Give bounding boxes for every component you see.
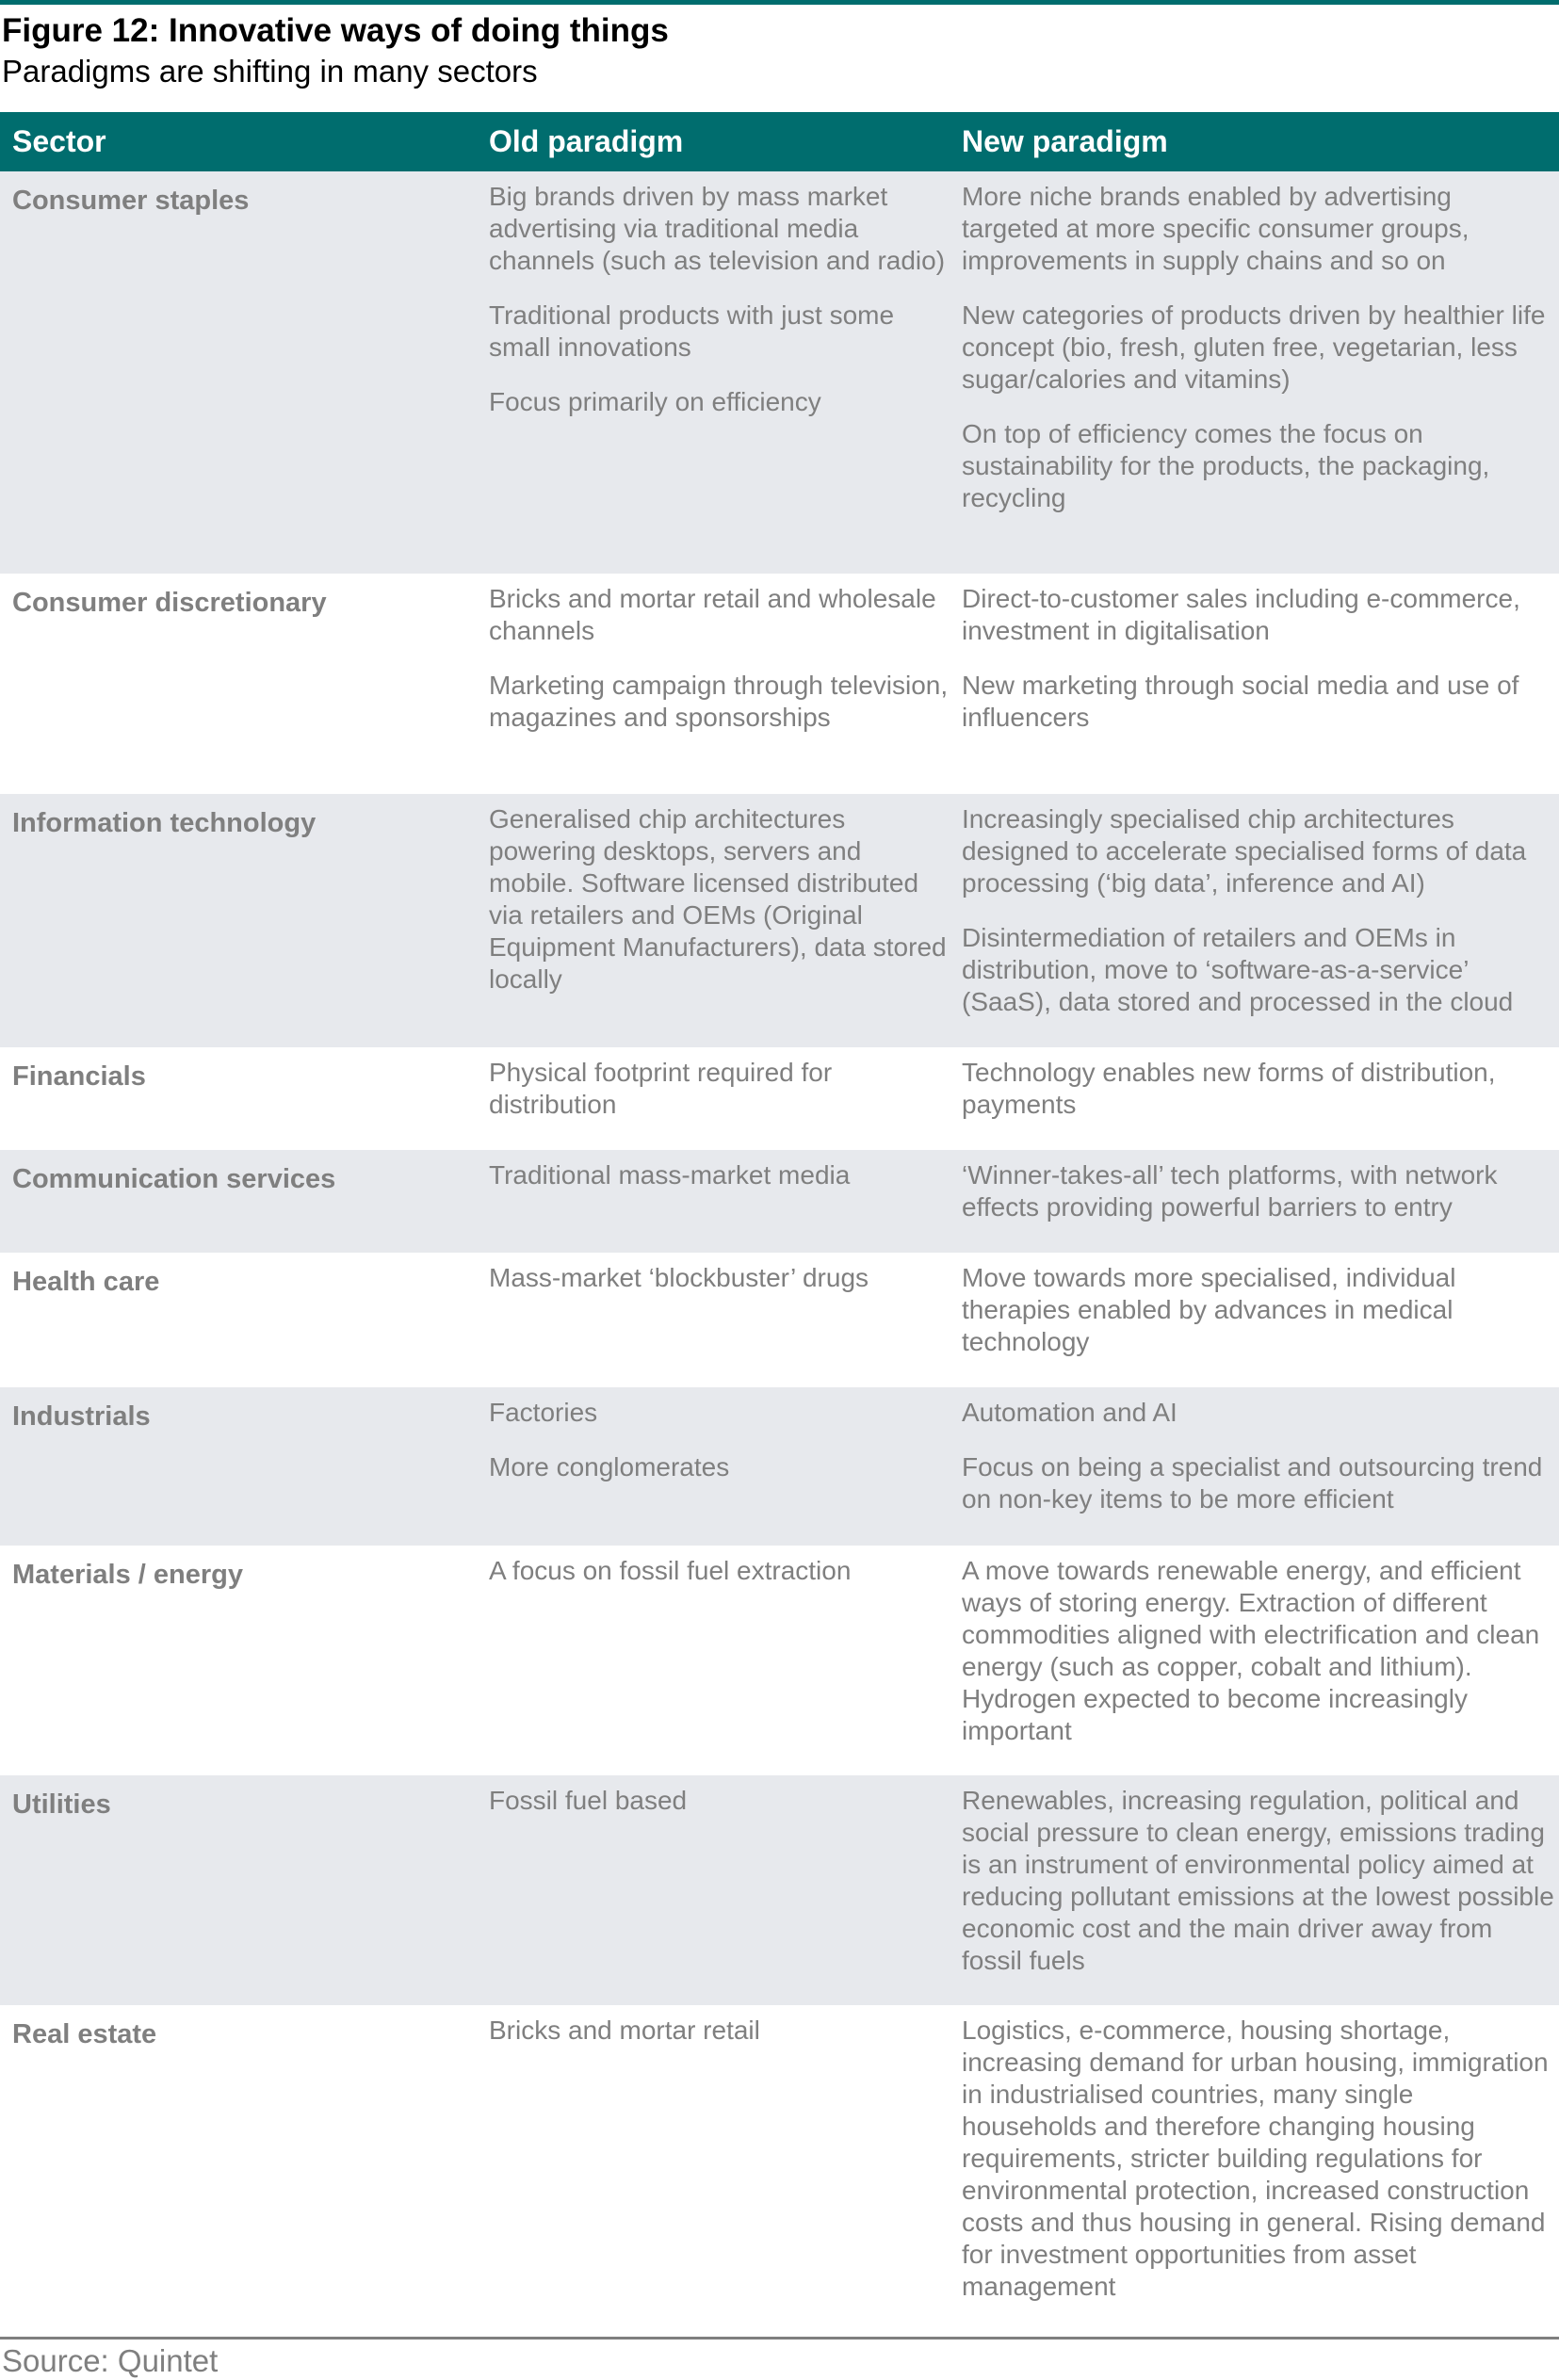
table-row [0, 171, 1559, 574]
new-paradigm-item: ‘Winner-takes-all’ tech platforms, with network effects providing powerful barriers to entry [962, 1160, 1498, 1222]
new-paradigm-item: A move towards renewable energy, and efficient ways of storing energy. Extraction of different commodities aligned with electrification and clean energy (such as copper, cobalt and lithium). Hydrogen expected to become increasingly important [962, 1556, 1540, 1745]
table-row [0, 1387, 1559, 1546]
new-paradigm-item: New categories of products driven by healthier life concept (bio, fresh, gluten free, vegetarian, less sugar/calories and vitamins) [962, 300, 1546, 394]
old-paradigm-item: A focus on fossil fuel extraction [489, 1556, 852, 1585]
old-paradigm-item: Marketing campaign through television, magazines and sponsorships [489, 671, 949, 732]
old-paradigm-item: Factories [489, 1398, 598, 1427]
source-note: Source: Quintet [2, 2343, 219, 2378]
old-paradigm-cell [489, 1555, 950, 1587]
table-row [0, 794, 1559, 1047]
old-paradigm-cell [489, 803, 950, 996]
new-paradigm-cell [962, 1785, 1555, 1977]
paradigm-table [0, 112, 1559, 2301]
new-paradigm-cell [962, 1262, 1555, 1358]
sector-cell: Consumer discretionary [12, 588, 327, 618]
old-paradigm-cell [489, 1262, 950, 1294]
new-paradigm-item: More niche brands enabled by advertising targeted at more specific consumer groups, improvements in supply chains and so on [962, 182, 1470, 275]
old-paradigm-item: More conglomerates [489, 1452, 730, 1481]
old-paradigm-cell [489, 1159, 950, 1191]
new-paradigm-item: New marketing through social media and use of influencers [962, 671, 1519, 732]
sector-cell: Information technology [12, 808, 317, 838]
new-paradigm-cell [962, 583, 1555, 734]
old-paradigm-item: Focus primarily on efficiency [489, 387, 821, 416]
new-paradigm-item: On top of efficiency comes the focus on sustainability for the products, the packaging, recycling [962, 419, 1490, 512]
new-paradigm-item: Technology enables new forms of distribution, payments [962, 1058, 1496, 1119]
table-row [0, 1150, 1559, 1253]
old-paradigm-cell [489, 2015, 950, 2047]
table-body [0, 171, 1559, 2301]
table-row [0, 2005, 1559, 2301]
new-paradigm-cell [962, 181, 1555, 514]
top-rule [0, 0, 1559, 5]
new-paradigm-cell [962, 1555, 1555, 1747]
header-new-paradigm: New paradigm [962, 124, 1168, 158]
new-paradigm-cell [962, 1159, 1555, 1223]
table-row [0, 1546, 1559, 1775]
sector-cell: Health care [12, 1267, 160, 1297]
old-paradigm-cell [489, 1785, 950, 1817]
new-paradigm-item: Focus on being a specialist and outsourcing trend on non-key items to be more efficient [962, 1452, 1543, 1514]
old-paradigm-cell [489, 181, 950, 418]
old-paradigm-item: Mass-market ‘blockbuster’ drugs [489, 1263, 869, 1292]
new-paradigm-cell [962, 1397, 1555, 1515]
figure-title: Figure 12: Innovative ways of doing things [2, 12, 669, 49]
old-paradigm-cell [489, 1397, 950, 1483]
old-paradigm-item: Traditional products with just some small innovations [489, 300, 895, 362]
old-paradigm-item: Traditional mass-market media [489, 1160, 851, 1190]
old-paradigm-item: Fossil fuel based [489, 1786, 688, 1815]
old-paradigm-item: Bricks and mortar retail [489, 2016, 760, 2045]
new-paradigm-item: Increasingly specialised chip architectures designed to accelerate specialised forms of data processing (‘big data’, inference and AI) [962, 804, 1527, 898]
old-paradigm-cell [489, 583, 950, 734]
sector-cell: Industrials [12, 1401, 151, 1432]
old-paradigm-cell [489, 1057, 950, 1121]
table-row [0, 1775, 1559, 2005]
old-paradigm-item: Physical footprint required for distribution [489, 1058, 833, 1119]
new-paradigm-item: Logistics, e-commerce, housing shortage, increasing demand for urban housing, immigration in industrialised countries, many single households and therefore changing housing requirements, stricter building regulations for environmental protection, increased construction costs and thus housing in general. Rising demand for investment opportunities from asset management [962, 2016, 1549, 2301]
new-paradigm-cell [962, 1057, 1555, 1121]
figure-subtitle: Paradigms are shifting in many sectors [2, 54, 538, 89]
new-paradigm-item: Automation and AI [962, 1398, 1177, 1427]
new-paradigm-item: Disintermediation of retailers and OEMs in distribution, move to ‘software-as-a-service’ (SaaS), data stored and processed in the cloud [962, 923, 1514, 1016]
sector-cell: Communication services [12, 1164, 336, 1194]
old-paradigm-item: Big brands driven by mass market advertising via traditional media channels (such as television and radio) [489, 182, 946, 275]
new-paradigm-cell [962, 2015, 1555, 2303]
new-paradigm-item: Renewables, increasing regulation, political and social pressure to clean energy, emissions trading is an instrument of environmental policy aimed at reducing pollutant emissions at the lowest possible economic cost and the main driver away from fossil fuels [962, 1786, 1554, 1975]
bottom-rule [0, 2337, 1559, 2340]
table-row [0, 574, 1559, 794]
sector-cell: Consumer staples [12, 186, 250, 216]
new-paradigm-cell [962, 803, 1555, 1018]
old-paradigm-item: Generalised chip architectures powering desktops, servers and mobile. Software licensed distributed via retailers and OEMs (Original Equipment Manufacturers), data stored locally [489, 804, 947, 994]
new-paradigm-item: Direct-to-customer sales including e-commerce, investment in digitalisation [962, 584, 1520, 645]
table-header [0, 112, 1559, 171]
new-paradigm-item: Move towards more specialised, individual therapies enabled by advances in medical technology [962, 1263, 1456, 1356]
sector-cell: Real estate [12, 2019, 157, 2049]
header-sector: Sector [12, 124, 106, 158]
table-row [0, 1047, 1559, 1150]
sector-cell: Financials [12, 1061, 146, 1092]
sector-cell: Materials / energy [12, 1560, 243, 1590]
sector-cell: Utilities [12, 1789, 111, 1820]
table-row [0, 1253, 1559, 1387]
old-paradigm-item: Bricks and mortar retail and wholesale channels [489, 584, 936, 645]
header-old-paradigm: Old paradigm [489, 124, 684, 158]
